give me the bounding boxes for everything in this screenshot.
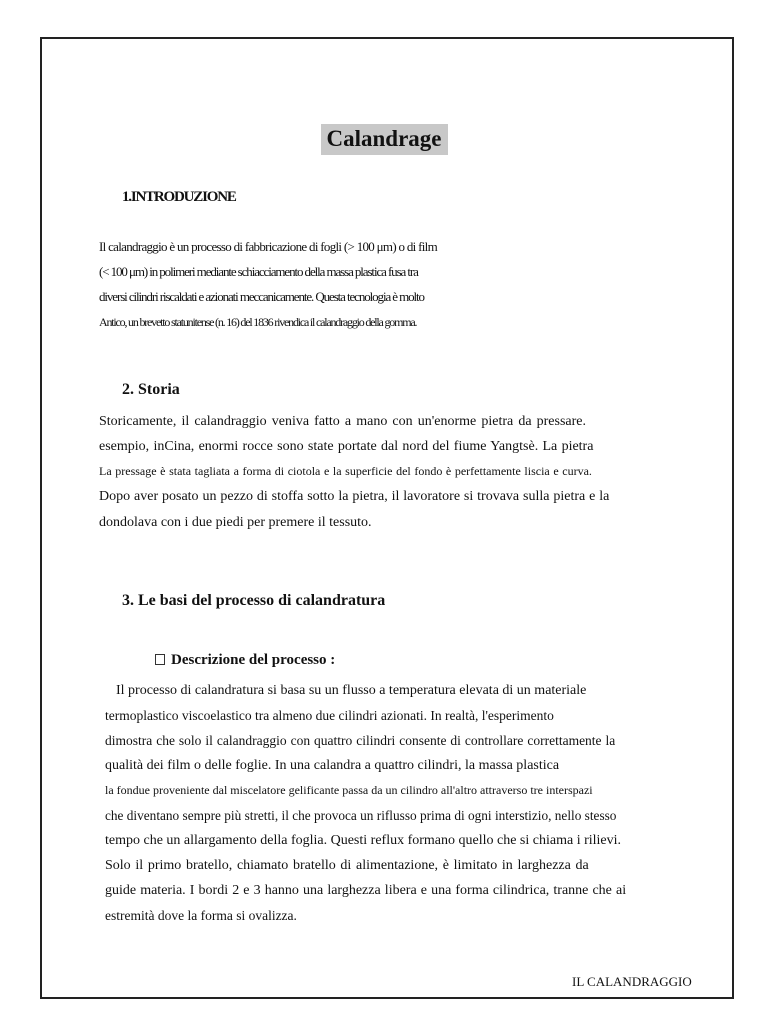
basi-line-10: estremità dove la forma si ovalizza. <box>105 908 297 923</box>
basi-line-2: termoplastico viscoelastico tra almeno due cilindri azionati. In realtà, l'esperimento <box>105 708 554 723</box>
storia-line-2: esempio, inCina, enormi rocce sono state portate dal nord del fiume Yangtsè. La pietra <box>99 439 594 454</box>
intro-line-1: Il calandraggio è un processo di fabbricazione di fogli (> 100 μm) o di film <box>99 239 437 254</box>
intro-line-4: Antico, un brevetto statunitense (n. 16) del 1836 rivendica il calandraggio della gomma. <box>99 315 417 329</box>
basi-line-9: guide materia. I bordi 2 e 3 hanno una larghezza libera e una forma cilindrica, tranne che ai <box>105 883 627 898</box>
basi-line-1: Il processo di calandratura si basa su un flusso a temperatura elevata di un materiale <box>116 683 587 698</box>
storia-line-4: Dopo aver posato un pezzo di stoffa sotto la pietra, il lavoratore si trovava sulla pietra e la <box>99 489 610 504</box>
bullet-box-icon <box>155 654 165 665</box>
basi-line-5: la fondue proveniente dal miscelatore gelificante passa da un cilindro all'altro attraverso tre interspazi <box>105 783 593 797</box>
process-description-label: Descrizione del processo : <box>171 652 336 668</box>
document-title: Calandrage <box>321 124 448 155</box>
basi-heading: 3. Le basi del processo di calandratura <box>122 592 386 609</box>
title-container <box>0 124 768 155</box>
basi-line-7: tempo che un allargamento della foglia. Questi reflux formano quello che si chiama i rilievi. <box>105 833 622 848</box>
page-footer: IL CALANDRAGGIO <box>572 974 692 989</box>
basi-line-4: qualità dei film o delle foglie. In una calandra a quattro cilindri, la massa plastica <box>105 758 560 773</box>
storia-line-5: dondolava con i due piedi per premere il tessuto. <box>99 515 372 530</box>
intro-line-2: (< 100 μm) in polimeri mediante schiacciamento della massa plastica fusa tra <box>99 264 418 279</box>
basi-line-8: Solo il primo bratello, chiamato bratello di alimentazione, è limitato in larghezza da <box>105 858 589 873</box>
intro-heading: 1.INTRODUZIONE <box>122 189 236 205</box>
storia-line-3: La pressage è stata tagliata a forma di ciotola e la superficie del fondo è perfettamente liscia e curva. <box>99 464 592 478</box>
storia-line-1: Storicamente, il calandraggio veniva fatto a mano con un'enorme pietra da pressare. <box>99 414 586 429</box>
process-description-heading <box>155 652 335 669</box>
intro-line-3: diversi cilindri riscaldati e azionati meccanicamente. Questa tecnologia è molto <box>99 289 424 304</box>
storia-heading: 2. Storia <box>122 381 180 398</box>
basi-line-6: che diventano sempre più stretti, il che provoca un riflusso prima di ogni interstizio, nello stesso <box>105 808 617 823</box>
basi-line-3: dimostra che solo il calandraggio con quattro cilindri consente di controllare correttamente la <box>105 733 616 748</box>
